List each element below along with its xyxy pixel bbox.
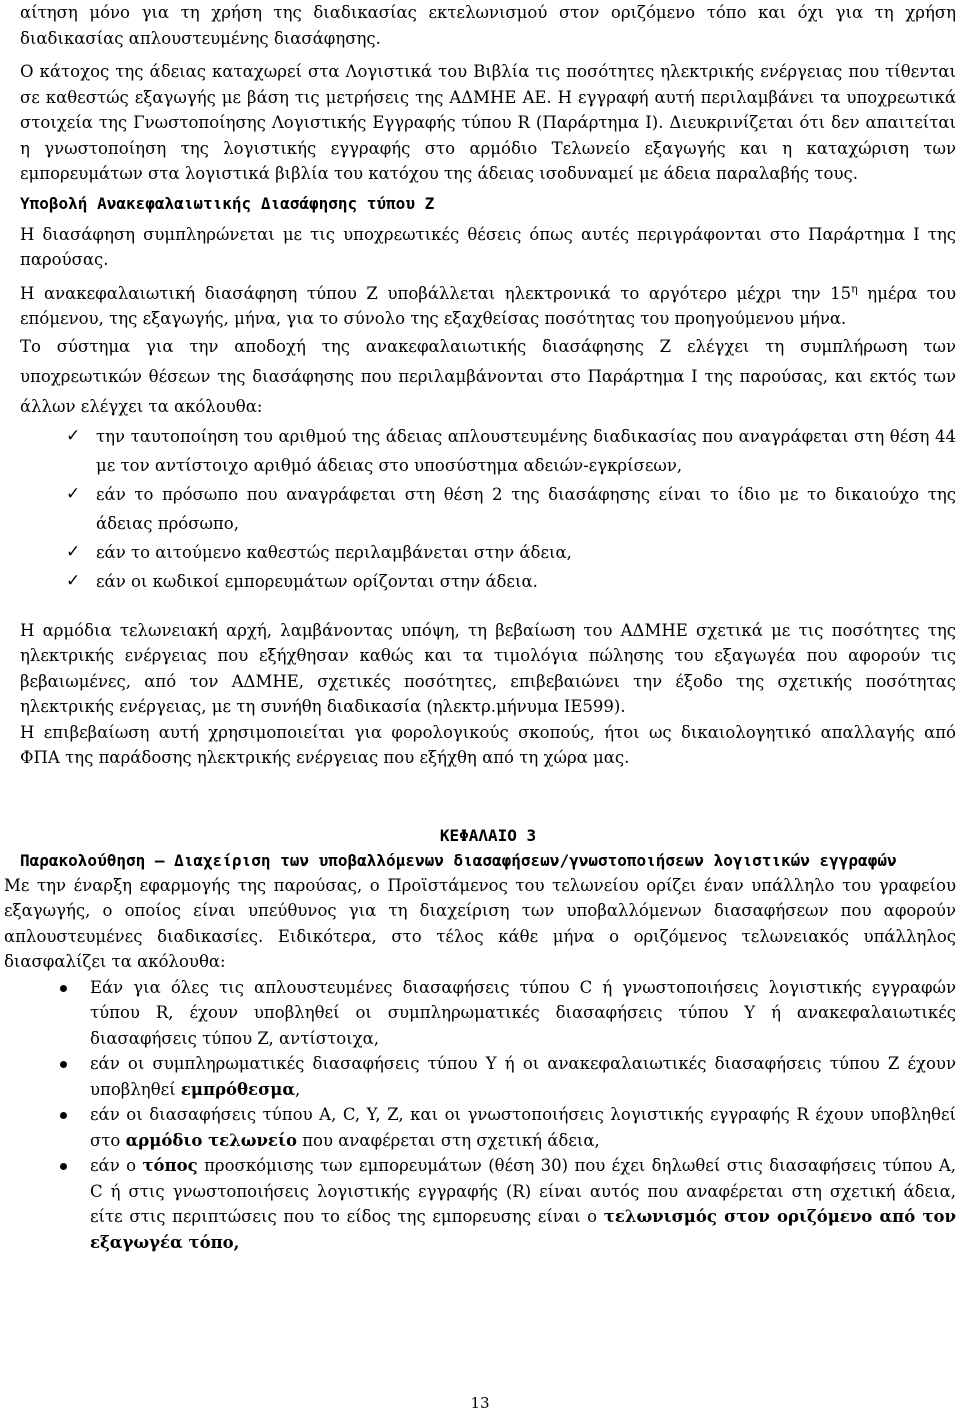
paragraph-monitoring: Με την έναρξη εφαρμογής της παρούσας, ο Προϊστάμενος του τελωνείου ορίζει έναν υπάλληλο του γραφείου εξαγωγής, ο οποίος είναι υπεύθυνος για τη διαχείριση των υποβαλλόμενων διασαφήσεων που αφορούν απλουστευμένες διαδικασίες. Ειδικότερα, στο τέλος κάθε μήνα ο οριζόμενος τελωνειακός υπάλληλος διασφαλίζει τα ακόλουθα: — [4, 875, 956, 971]
bullet-icon — [60, 1112, 67, 1119]
bullet-bold-text: εμπρόθεσμα — [180, 1079, 296, 1099]
checkmark-icon: ✓ — [66, 483, 81, 504]
bullet-text-tail: προσκόμισης των εμπορευμάτων (θέση 30) που έχει δηλωθεί στις διασαφήσεις τύπου A, C ή στις γνωστοποιήσεις λογιστικής εγγραφής (R) είναι αυτός που αναφέρεται στη σχετική άδεια, είτε στις περιπτώσεις που το είδος της εμπορευσης είναι ο — [90, 1156, 956, 1226]
list-item — [66, 538, 956, 567]
check-text: την ταυτοποίηση του αριθμού της άδειας απλουστευμένης διαδικασίας που αναγράφεται στη θέση 44 με τον αντίστοιχο αριθμό άδειας στο υποσύστημα αδειών-εγκρίσεων, — [96, 426, 956, 475]
checkmark-icon: ✓ — [66, 570, 81, 591]
paragraph-vat: Η επιβεβαίωση αυτή χρησιμοποιείται για φορολογικούς σκοπούς, ήτοι ως δικαιολογητικό απαλλαγής από ΦΠΑ της παράδοσης ηλεκτρικής ενέργειας που εξήχθη από τη χώρα μας. — [20, 722, 956, 767]
paragraph-license-holder: Ο κάτοχος της άδειας καταχωρεί στα Λογιστικά του Βιβλία τις ποσότητες ηλεκτρικής ενέργειας που τίθενται σε καθεστώς εξαγωγής με βάση τις μετρήσεις της ΑΔΜΗΕ ΑΕ. Η εγγραφή αυτή περιλαμβάνει τα υποχρεωτικά στοιχεία της Γνωστοποίησης Λογιστικής Εγγραφής τύπου R (Παράρτημα Ι). Διευκρινίζεται ότι δεν απαιτείται η γνωστοποίηση της λογιστικής εγγραφής στο αρμόδιο Τελωνείο εξαγωγής και η καταχώριση των εμπορευμάτων στα λογιστικά βιβλία του κατόχου της άδειας ισοδυναμεί με άδεια παραλαβής τους. — [20, 62, 956, 183]
bullet-icon — [60, 985, 67, 992]
chapter-number: ΚΕΦΑΛΑΙΟ 3 — [439, 825, 537, 845]
page-number: 13 — [470, 1394, 490, 1412]
paragraph-deadline — [20, 281, 956, 332]
paragraph-system-checks: Το σύστημα για την αποδοχή της ανακεφαλαιωτικής διασάφησης Ζ ελέγχει τη συμπλήρωση των υποχρεωτικών θέσεων της διασάφησης που περιλαμβάνονται στο Παράρτημα Ι της παρούσας, και εκτός των άλλων ελέγχει τα ακόλουθα: — [20, 336, 956, 416]
deadline-superscript: η — [851, 282, 858, 295]
paragraph-authority: Η αρμόδια τελωνειακή αρχή, λαμβάνοντας υπόψη, τη βεβαίωση του ΑΔΜΗΕ σχετικά με τις ποσότητες της ηλεκτρικής ενέργειας που εξήχθησαν καθώς και τα τιμολόγια πώλησης του εξαγωγέα που αφορούν τις βεβαιωμένες, από τον ΑΔΜΗΕ, σχετικές ποσότητες, επιβεβαιώνει την έξοδο της σχετικής ποσότητας ηλεκτρικής ενέργειας, με τη συνήθη διαδικασία (ηλεκτρ.μήνυμα ΙΕ599). — [20, 620, 956, 716]
bullet-bold-text-2: τελωνισμός στον οριζόμενο από τον εξαγωγέα τόπο, — [90, 1207, 956, 1252]
list-item — [66, 422, 956, 480]
bullet-text-tail: , — [295, 1079, 301, 1099]
bullet-list — [4, 975, 956, 1256]
deadline-text-a: Η ανακεφαλαιωτική διασάφηση τύπου Ζ υποβάλλεται ηλεκτρονικά το αργότερο μέχρι την 15 — [20, 283, 852, 303]
checklist — [20, 422, 956, 596]
bullet-bold-text: τόπος — [142, 1156, 198, 1175]
bullet-text: Εάν για όλες τις απλουστευμένες διασαφήσεις τύπου C ή γνωστοποιήσεις λογιστικής εγγραφών τύπου R, έχουν υποβληθεί οι συμπληρωματικές διασαφήσεις τύπου Y ή ανακεφαλαιωτικές διασαφήσεις τύπου Z, αντίστοιχα, — [90, 977, 956, 1048]
deadline-text-b: ημέρα του επόμενου, της εξαγωγής, μήνα, για το σύνολο της εξαχθείσας ποσότητας του προηγούμενου μήνα. — [20, 283, 956, 328]
list-item — [66, 480, 956, 538]
bullet-text-tail: που αναφέρεται στη σχετική άδεια, — [296, 1130, 600, 1150]
bullet-icon — [60, 1061, 67, 1068]
list-item — [60, 975, 956, 1052]
bullet-text: εάν οι συμπληρωματικές διασαφήσεις τύπου Y ή οι ανακεφαλαιωτικές διασαφήσεις τύπου Z έχουν υποβληθεί — [90, 1054, 956, 1099]
list-item — [60, 1102, 956, 1153]
check-text: εάν το πρόσωπο που αναγράφεται στη θέση 2 της διασάφησης είναι το ίδιο με το δικαιούχο της άδειας πρόσωπο, — [96, 484, 956, 533]
bullet-bold-text: αρμόδιο τελωνείο — [125, 1130, 297, 1150]
section-heading-z: Υποβολή Ανακεφαλαιωτικής Διασάφησης τύπου Z — [20, 193, 435, 213]
check-text: εάν το αιτούμενο καθεστώς περιλαμβάνεται στην άδεια, — [96, 542, 572, 562]
checkmark-icon: ✓ — [66, 425, 81, 446]
bullet-icon — [60, 1163, 67, 1170]
check-text: εάν οι κωδικοί εμπορευμάτων ορίζονται στην άδεια. — [96, 571, 538, 591]
list-item — [60, 1153, 956, 1255]
bullet-text: εάν ο — [90, 1156, 143, 1175]
bullet-text: εάν οι διασαφήσεις τύπου A, C, Y, Z, και οι γνωστοποιήσεις λογιστικής εγγραφής R έχουν υποβληθεί στο — [90, 1105, 956, 1150]
list-item — [66, 567, 956, 596]
list-item — [60, 1051, 956, 1102]
paragraph-intro: αίτηση μόνο για τη χρήση της διαδικασίας εκτελωνισμού στον οριζόμενο τόπο και όχι για τη χρήση διαδικασίας απλουστευμένης διασάφησης. — [20, 3, 956, 48]
paragraph-completion: Η διασάφηση συμπληρώνεται με τις υποχρεωτικές θέσεις όπως αυτές περιγράφονται στο Παράρτημα Ι της παρούσας. — [20, 224, 956, 269]
chapter-title: Παρακολούθηση – Διαχείριση των υποβαλλόμενων διασαφήσεων/γνωστοποιήσεων λογιστικών εγγραφών — [20, 850, 897, 870]
checkmark-icon: ✓ — [66, 541, 81, 562]
